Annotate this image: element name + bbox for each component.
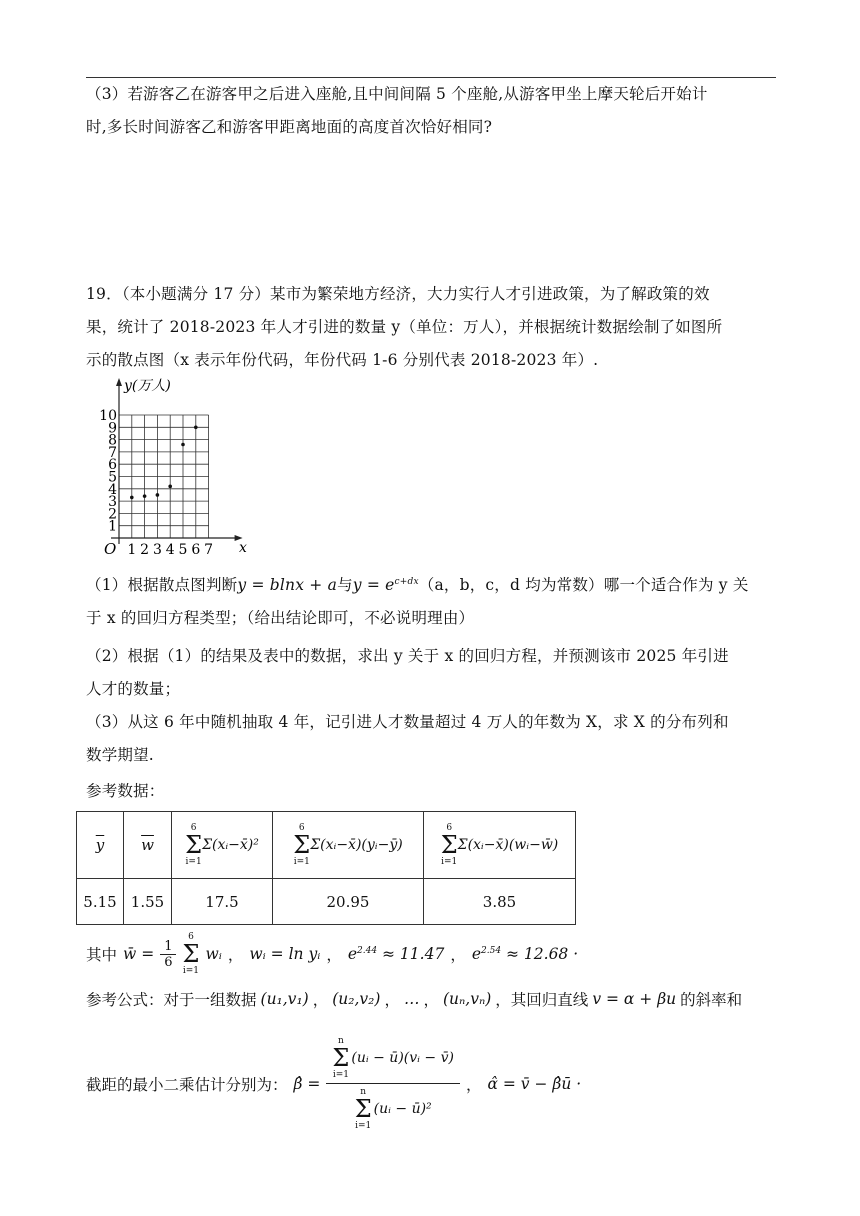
regression-line: v = α + βu	[592, 990, 677, 1008]
header-sum-xy: 6 Σ i=1 Σ(xᵢ−x̄)(yᵢ−ȳ)	[273, 812, 424, 879]
note-fraction: $\frac{1}{6}$	[160, 939, 176, 970]
header-wbar: $\overline{w}$	[124, 812, 172, 879]
q18-part3-line1: （3）若游客乙在游客甲之后进入座舱,且中间间隔 5 个座舱,从游客甲坐上摩天轮后开始计	[86, 85, 708, 103]
value-ybar: 5.15	[77, 879, 124, 925]
part3	[86, 706, 776, 772]
pair-ellipsis: …	[403, 990, 420, 1008]
part1	[86, 566, 776, 635]
reference-data-label: 参考数据：	[86, 782, 165, 800]
data-point	[156, 493, 160, 497]
data-point	[181, 443, 185, 447]
x-tick-label: 4	[165, 542, 175, 558]
part1-text-mid: 与	[337, 576, 353, 595]
chart-origin-label: O	[104, 540, 117, 558]
note-w-definition: wᵢ = ln yᵢ	[249, 945, 321, 963]
chart-ylabel: y(万人)	[124, 378, 171, 394]
chart-axes	[111, 378, 243, 544]
x-tick-label: 5	[178, 542, 188, 558]
y-tick-label: 2	[108, 506, 117, 523]
y-tick-label: 3	[108, 494, 117, 511]
data-point	[194, 426, 198, 430]
value-wbar: 1.55	[124, 879, 172, 925]
value-sum-xx: 17.5	[172, 879, 273, 925]
part1-line1	[86, 566, 776, 602]
formula-intro: 参考公式：对于一组数据 (u₁,v₁) ， (u₂,v₂) ， … ， (uₙ,vₙ) ，其回归直线 v = α + βu 的斜率和	[86, 990, 743, 1009]
part3-line1: （3）从这 6 年中随机抽取 4 年，记引进人才数量超过 4 万人的年数为 X，求 X 的分布列和	[86, 713, 729, 731]
part1-text-a: （1）根据散点图判断	[86, 576, 238, 595]
note-e244: $e^{2.44} \approx 11.47$	[347, 945, 445, 963]
alpha-hat: α̂ = v̄ − β̂ū ·	[487, 1074, 582, 1093]
beta-hat: β̂ =	[293, 1074, 321, 1093]
table-note: 其中 w̄ = $\frac{1}{6}$ 6 Σ i=1 wᵢ ， wᵢ = ln yᵢ ， $e^{2.44} \approx 11.47$ ， $e^{2.54} \approx 12.68$ ·	[86, 932, 579, 976]
y-tick-label: 9	[108, 420, 117, 437]
part1-line2: 于 x 的回归方程类型；（给出结论即可，不必说明理由）	[86, 609, 475, 628]
y-tick-label: 1	[108, 518, 117, 535]
part2-line2: 人才的数量；	[86, 680, 181, 698]
least-squares: 截距的最小二乘估计分别为： β̂ = n Σ i=1 (uᵢ − ū)(vᵢ − v̄) n Σ i=1 (uᵢ − ū)² ， α̂ = v̄ − β̂ū ·	[86, 1036, 582, 1131]
header-ybar: $\overline{y}$	[77, 812, 124, 879]
formula-exp-power: c+dx	[394, 577, 419, 587]
y-tick-label: 8	[108, 432, 117, 449]
reference-table	[76, 811, 576, 925]
q18-part3	[86, 78, 776, 144]
y-tick-label: 5	[108, 469, 117, 486]
x-tick-label: 1	[127, 542, 137, 558]
part2	[86, 640, 776, 706]
beta-fraction: n Σ i=1 (uᵢ − ū)(vᵢ − v̄) n Σ i=1 (uᵢ − ū)²	[326, 1036, 460, 1131]
q19-line1: 19．（本小题满分 17 分）某市为繁荣地方经济，大力实行人才引进政策，为了解政策的效	[86, 285, 710, 303]
pair-n: (uₙ,vₙ)	[442, 990, 492, 1008]
data-point	[168, 485, 172, 489]
data-point	[143, 494, 147, 498]
q18-part3-line2: 时,多长时间游客乙和游客甲距离地面的高度首次恰好相同?	[86, 118, 493, 136]
data-point	[130, 496, 134, 500]
note-e254: $e^{2.54} \approx 12.68$ ·	[471, 945, 579, 963]
pair-2: (u₂,v₂)	[332, 990, 381, 1008]
x-tick-label: 2	[140, 542, 150, 558]
y-tick-label: 10	[99, 408, 117, 424]
formula-log-model: y = blnx + a	[237, 576, 338, 595]
part1-text-b: （a，b，c，d 均为常数）哪一个适合作为 y 关	[418, 576, 749, 595]
formula-exp-model	[353, 576, 419, 594]
formula-end: 的斜率和	[680, 991, 743, 1009]
formula-exp-base: y = e	[352, 576, 395, 595]
part2-line1: （2）根据（1）的结果及表中的数据，求出 y 关于 x 的回归方程，并预测该市 2025 年引进	[86, 647, 729, 665]
scatter-chart	[86, 378, 266, 558]
y-tick-label: 6	[108, 457, 117, 474]
part3-line2: 数学期望.	[86, 746, 154, 764]
x-tick-label: 7	[204, 542, 214, 558]
value-sum-xw: 3.85	[424, 879, 576, 925]
x-tick-label: 3	[152, 542, 162, 558]
x-tick-label: 6	[191, 542, 201, 558]
chart-xlabel: x	[239, 540, 247, 556]
q19-intro	[86, 278, 776, 377]
formula-mid: ，其回归直线	[495, 991, 589, 1009]
least-squares-label: 截距的最小二乘估计分别为：	[86, 1075, 288, 1094]
formula-label: 参考公式：对于一组数据	[86, 991, 257, 1009]
y-tick-label: 7	[108, 444, 117, 461]
q19-line3: 示的散点图（x 表示年份代码，年份代码 1-6 分别代表 2018-2023 年）.	[86, 351, 599, 369]
q19-line2: 果，统计了 2018-2023 年人才引进的数量 y（单位：万人），并根据统计数据绘制了如图所	[86, 318, 723, 336]
value-sum-xy: 20.95	[273, 879, 424, 925]
note-wbar: w̄ =	[123, 945, 155, 963]
header-sum-xx: 6 Σ i=1 Σ(xᵢ−x̄)²	[172, 812, 273, 879]
note-sum-symbol: 6 Σ i=1	[182, 932, 200, 976]
note-prefix: 其中	[86, 946, 118, 964]
y-axis-arrow	[116, 378, 122, 386]
chart-points	[130, 426, 198, 500]
chart-grid	[119, 415, 209, 538]
note-sum-term: wᵢ	[205, 945, 222, 963]
header-sum-xw: 6 Σ i=1 Σ(xᵢ−x̄)(wᵢ−w̄)	[424, 812, 576, 879]
pair-1: (u₁,v₁)	[260, 990, 309, 1008]
y-tick-label: 4	[108, 481, 117, 498]
